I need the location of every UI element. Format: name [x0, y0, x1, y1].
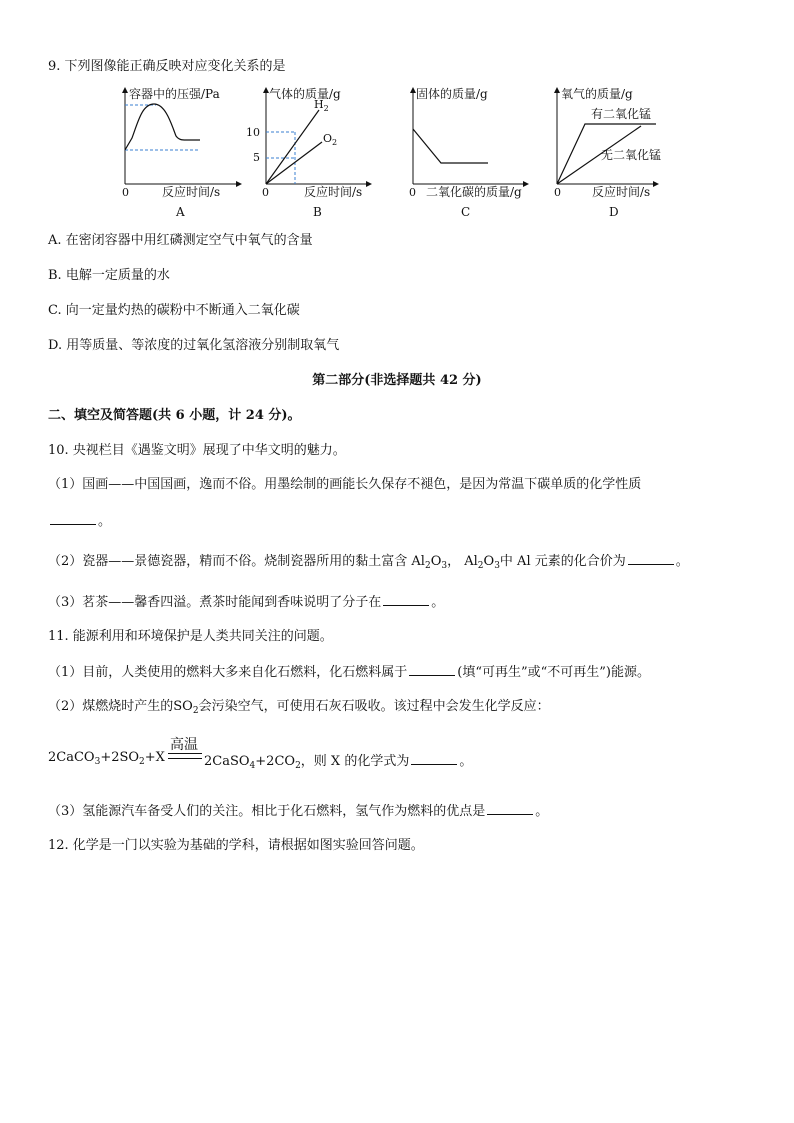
chart-b-h2-line [266, 110, 319, 184]
chart-b-o2-line [266, 142, 322, 184]
chart-c-ylabel: 固体的质量/g [416, 87, 488, 101]
chart-a-origin: 0 [122, 186, 129, 199]
chart-a-ylabel: 容器中的压强/Pa [129, 87, 220, 101]
q9-option-b: B. 电解一定质量的水 [48, 268, 170, 283]
answer-blank[interactable] [383, 593, 429, 606]
chart-b-h2-label: $H_2$ [314, 98, 329, 113]
chart-d-label-without: 无二氧化锰 [601, 148, 662, 162]
q9-option-d: D. 用等质量、等浓度的过氧化氢溶液分别制取氧气 [48, 338, 340, 353]
q11-part1: （1）目前，人类使用的燃料大多来自化石燃料，化石燃料属于 (填“可再生”或“不可再生”)能源。 [48, 665, 651, 680]
q9-stem: 9. 下列图像能正确反映对应变化关系的是 [48, 59, 286, 74]
q10-stem: 10. 央视栏目《遇鉴文明》展现了中华文明的魅力。 [48, 443, 346, 458]
chart-d [554, 86, 661, 219]
chart-b [246, 86, 371, 219]
chart-d-ylabel: 氧气的质量/g [561, 87, 633, 101]
chart-a-curve [125, 104, 200, 150]
equation-reactants: $2CaCO_3+2SO_2+X$ [48, 750, 165, 767]
answer-blank[interactable] [409, 663, 455, 676]
chart-b-o2-label: $O_2$ [323, 132, 338, 147]
chart-a-xlabel: 反应时间/s [162, 185, 221, 199]
chart-d-xlabel: 反应时间/s [592, 185, 651, 199]
chart-b-tick-10: 10 [246, 126, 260, 139]
chart-b-origin: 0 [262, 186, 269, 199]
chart-b-letter: B [313, 205, 322, 219]
answer-blank[interactable] [50, 512, 96, 525]
chart-d-label-with: 有二氧化锰 [591, 107, 652, 121]
section-title: 二、填空及简答题(共 6 小题，计 24 分)。 [48, 408, 301, 423]
chart-a [122, 86, 241, 219]
q9-option-c: C. 向一定量灼热的碳粉中不断通入二氧化碳 [48, 303, 300, 318]
q11-equation [48, 736, 568, 776]
chart-c-letter: C [461, 205, 471, 219]
answer-blank[interactable] [487, 802, 533, 815]
equation-condition: 高温 [170, 737, 198, 753]
equation-products: $2CaSO_4+2CO_2$，则 X 的化学式为 。 [204, 754, 473, 771]
chart-d-origin: 0 [554, 186, 561, 199]
q10-part1: （1）国画——中国国画，逸而不俗。用墨绘制的画能长久保存不褪色，是因为常温下碳单质的化学性质 [48, 477, 642, 492]
q10-part3: （3）茗茶——馨香四溢。煮茶时能闻到香味说明了分子在 。 [48, 595, 445, 610]
q10-part2: （2）瓷器——景德瓷器，精而不俗。烧制瓷器所用的黏土富含 $Al_2O_3$， $Al_2O_3$中 Al 元素的化合价为 。 [48, 554, 689, 571]
equation-equals-sign [168, 753, 202, 759]
chart-b-xlabel: 反应时间/s [304, 185, 363, 199]
chart-c-origin: 0 [409, 186, 416, 199]
q11-part3: （3）氢能源汽车备受人们的关注。相比于化石燃料，氢气作为燃料的优点是 。 [48, 804, 549, 819]
q12-stem: 12. 化学是一门以实验为基础的学科，请根据如图实验回答问题。 [48, 838, 424, 853]
q11-stem: 11. 能源利用和环境保护是人类共同关注的问题。 [48, 629, 333, 644]
answer-blank[interactable] [411, 752, 457, 765]
q9-option-a: A. 在密闭容器中用红磷测定空气中氧气的含量 [48, 233, 313, 248]
chart-b-ylabel: 气体的质量/g [269, 87, 341, 101]
chart-c [409, 86, 528, 219]
q11-part2: （2）煤燃烧时产生的$SO_2$会污染空气，可使用石灰石吸收。该过程中会发生化学反应： [48, 699, 550, 716]
chart-c-curve [413, 129, 488, 163]
q10-part1-answer: 。 [48, 512, 111, 531]
part2-title: 第二部分(非选择题共 42 分) [312, 373, 482, 388]
chart-b-tick-5: 5 [253, 151, 260, 164]
chart-a-letter: A [176, 205, 185, 219]
chart-d-letter: D [609, 205, 619, 219]
q9-charts [96, 84, 696, 224]
answer-blank[interactable] [628, 552, 674, 565]
chart-c-xlabel: 二氧化碳的质量/g [426, 185, 522, 199]
